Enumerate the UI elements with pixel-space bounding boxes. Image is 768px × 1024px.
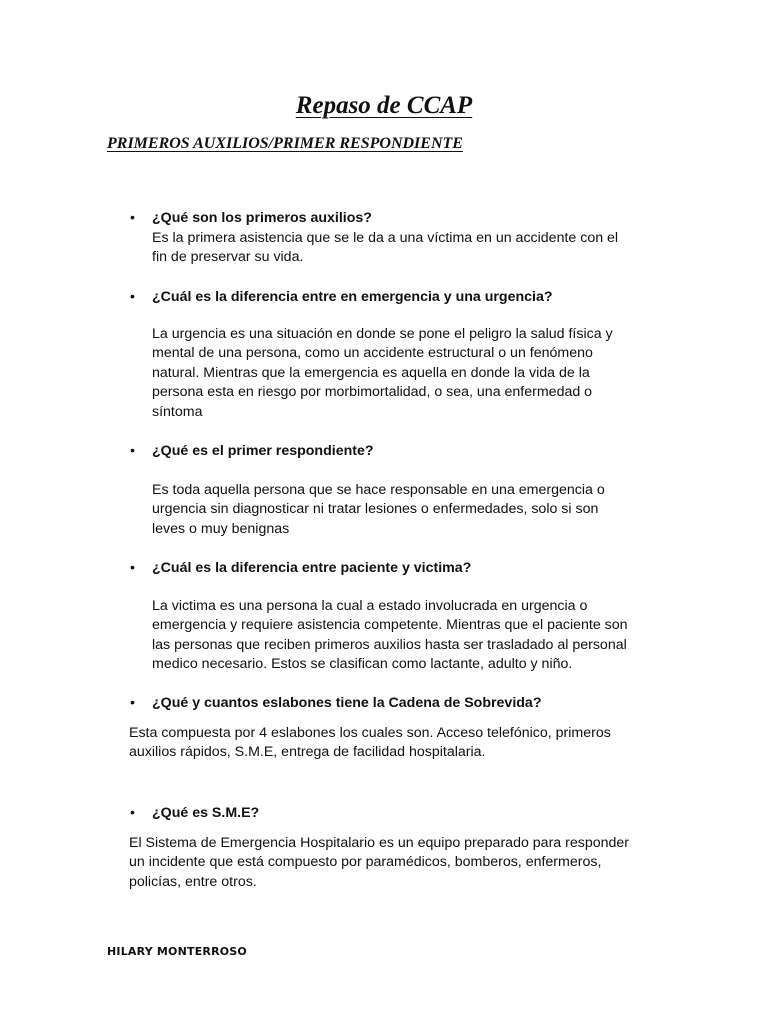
bullet-icon: •: [130, 289, 135, 305]
question-text: ¿Cuál es la diferencia entre en emergencia y una urgencia?: [152, 289, 553, 305]
bullet-icon: •: [130, 695, 135, 711]
answer-text: Es la primera asistencia que se le da a una víctima en un accidente con el fin de preservar su vida.: [152, 230, 619, 266]
question-text: ¿Qué y cuantos eslabones tiene la Cadena de Sobrevida?: [152, 695, 542, 711]
author-footer: HILARY MONTERROSO: [107, 945, 247, 958]
section-subtitle: PRIMEROS AUXILIOS/PRIMER RESPONDIENTE: [107, 135, 463, 152]
bullet-icon: •: [130, 443, 135, 459]
question-text: ¿Qué es S.M.E?: [152, 805, 260, 821]
answer-text: La victima es una persona la cual a estado involucrada en urgencia o emergencia y requiere asistencia competente. Mientras que el paciente son las personas que reciben primeros auxilios hasta ser trasladado al personal medico necesario. Estos se clasifican como lactante, adulto y niño.: [152, 598, 628, 673]
answer-text: Es toda aquella persona que se hace responsable en una emergencia o urgencia sin diagnosticar ni tratar lesiones o enfermedades, solo si son leves o muy benignas: [152, 482, 605, 537]
question-text: ¿Qué son los primeros auxilios?: [152, 210, 372, 226]
question-text: ¿Qué es el primer respondiente?: [152, 443, 374, 459]
document-title: [0, 90, 768, 122]
bullet-icon: •: [130, 805, 135, 821]
answer-text: Esta compuesta por 4 eslabones los cuales son. Acceso telefónico, primeros auxilios rápidos, S.M.E, entrega de facilidad hospitalaria.: [129, 725, 611, 761]
bullet-icon: •: [130, 210, 135, 226]
answer-text: El Sistema de Emergencia Hospitalario es un equipo preparado para responder un incidente que está compuesto por paramédicos, bomberos, enfermeros, policías, entre otros.: [129, 835, 630, 890]
bullet-icon: •: [130, 560, 135, 576]
question-text: ¿Cuál es la diferencia entre paciente y victima?: [152, 560, 472, 576]
title-text: Repaso de CCAP: [295, 92, 473, 119]
answer-text: La urgencia es una situación en donde se pone el peligro la salud física y mental de una persona, como un accidente estructural o un fenómeno natural. Mientras que la emergencia es aquella en donde la vida de la persona esta en riesgo por morbimortalidad, o sea, una enfermedad o síntoma: [152, 326, 613, 420]
